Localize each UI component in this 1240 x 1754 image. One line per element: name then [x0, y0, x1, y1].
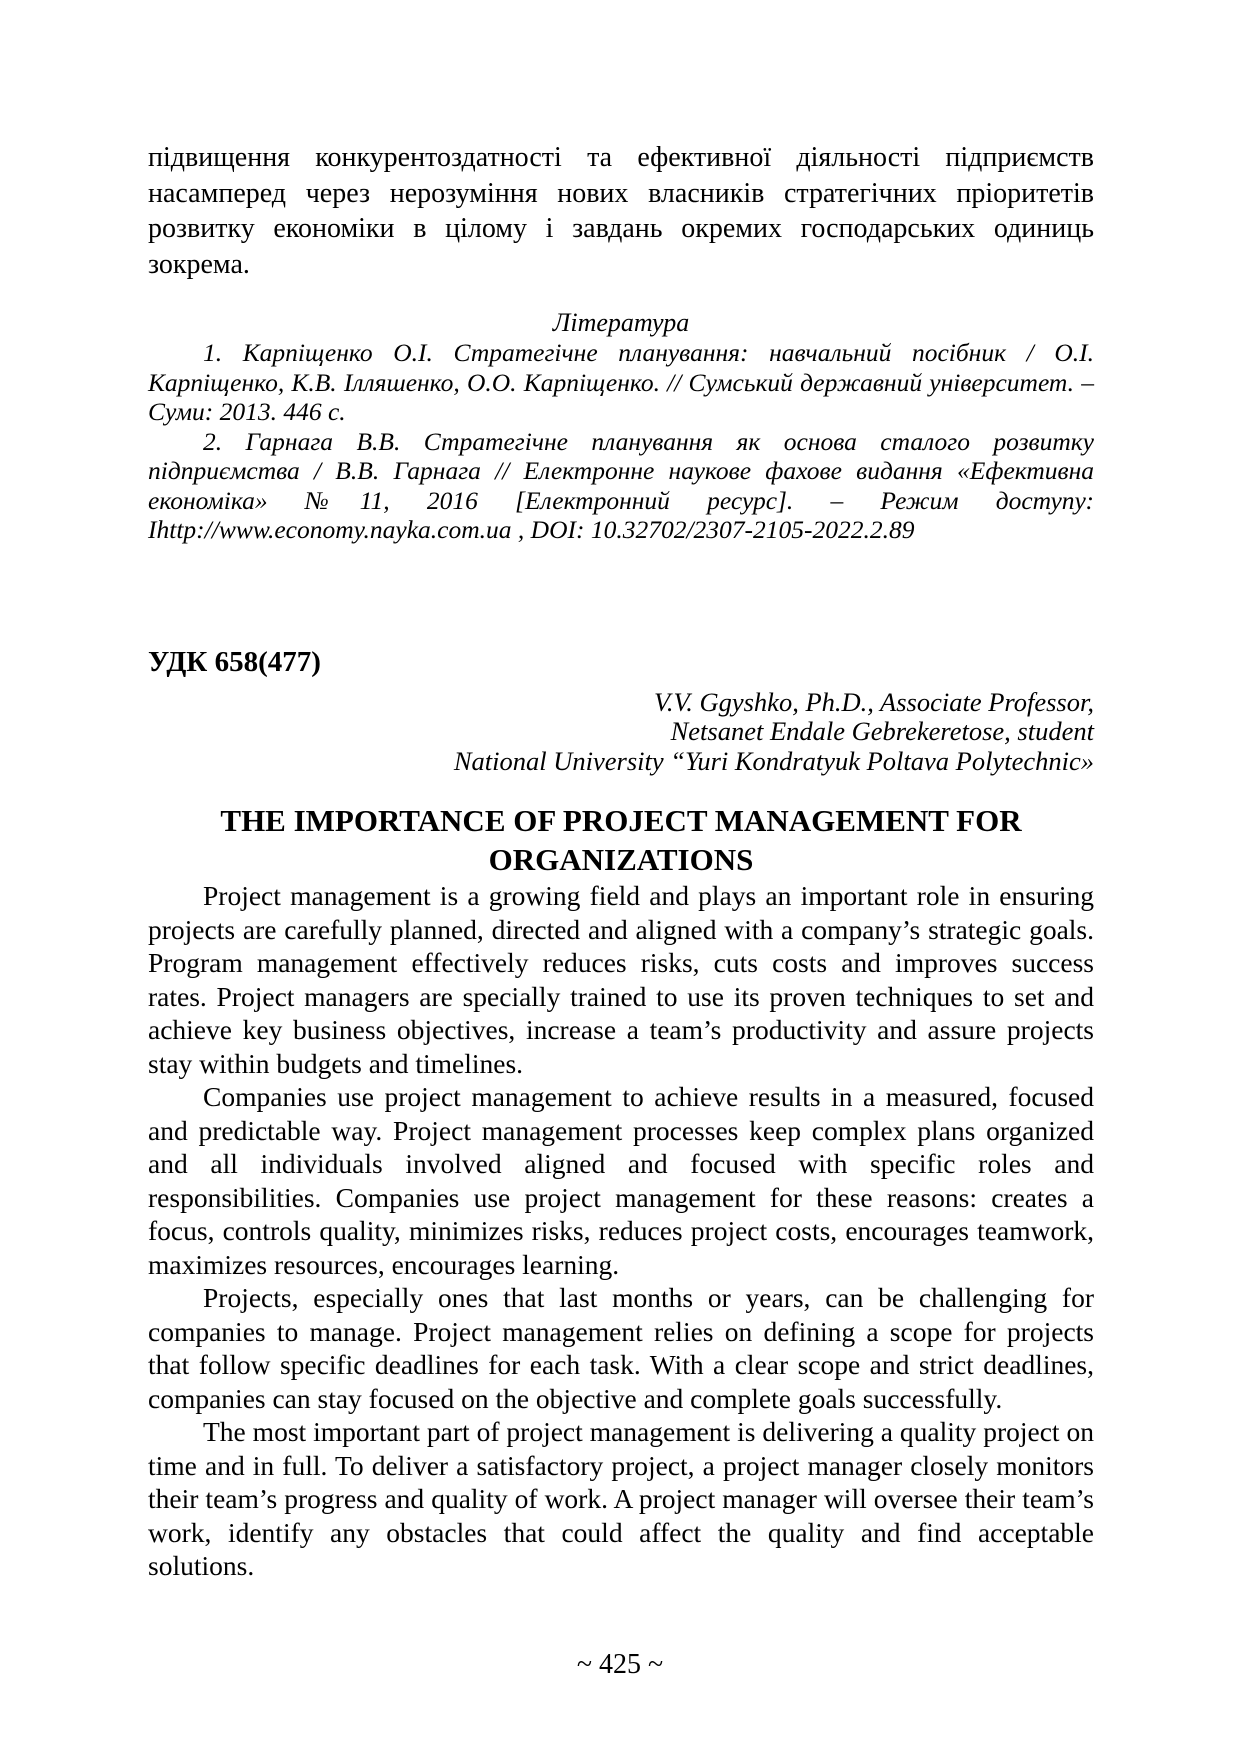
body-paragraph-1: Project management is a growing field and plays an important role in ensuring projects are carefully planned, directed and aligned with a company’s strategic goals. Program management effectively reduces risks, cuts costs and improves success rates. Project managers are specially trained to use its proven techniques to set and achieve key business objectives, increase a team’s productivity and assure projects stay within budgets and timelines.	[148, 880, 1094, 1079]
body-paragraph-3: Projects, especially ones that last months or years, can be challenging for companies to manage. Project management relies on defining a scope for projects that follow specific deadlines for each task. With a clear scope and strict deadlines, companies can stay focused on the objective and complete goals successfully.	[148, 1282, 1094, 1414]
body-paragraph-4: The most important part of project management is delivering a quality project on time and in full. To deliver a satisfactory project, a project manager closely monitors their team’s progress and quality of work. A project manager will oversee their team’s work, identify any obstacles that could affect the quality and find acceptable solutions.	[148, 1416, 1094, 1581]
body-paragraph-2: Companies use project management to achieve results in a measured, focused and predictable way. Project management processes keep complex plans organized and all individuals involved aligned and focused with specific roles and responsibilities. Companies use project management for these reasons: creates a focus, controls quality, minimizes risks, reduces project costs, encourages teamwork, maximizes resources, encourages learning.	[148, 1081, 1094, 1280]
references-heading: Література	[552, 308, 690, 337]
udc-code: УДК 658(477)	[148, 645, 321, 678]
author-line-2: Netsanet Endale Gebrekeretose, student	[670, 716, 1094, 746]
page-number: ~ 425 ~	[576, 1649, 664, 1680]
affiliation-line: National University “Yuri Kondratyuk Poltava Polytechnic»	[453, 745, 1094, 776]
author-block	[148, 688, 1094, 777]
article-title: THE IMPORTANCE OF PROJECT MANAGEMENT FOR ORGANIZATIONS	[220, 803, 1022, 877]
reference-item-2: 2. Гарнага В.В. Стратегічне планування як основа сталого розвитку підприємства / В.В. Гарнага // Електронне наукове фахове видання «Ефективна економіка» №11, 2016 [Електронний ресурс]. – Режим доступу: Ihttp://www.economy.nayka.com.ua , DOI: 10.32702/2307-2105-2022.2.89	[148, 426, 1094, 544]
page-content	[148, 140, 1094, 1583]
reference-item-1: 1. Карпіщенко О.І. Стратегічне планування: навчальний посібник / О.І. Карпіщенко, К.В. Ілляшенко, О.О. Карпіщенко. // Сумський державний університет. – Суми: 2013. 446 с.	[148, 338, 1094, 426]
author-line-1: V.V. Ggyshko, Ph.D., Associate Professor,	[654, 686, 1094, 717]
continuation-paragraph: підвищення конкурентоздатності та ефективної діяльності підприємств насамперед через нерозуміння нових власників стратегічних пріоритетів розвитку економіки в цілому і завдань окремих господарських одиниць зокрема.	[148, 142, 1094, 280]
